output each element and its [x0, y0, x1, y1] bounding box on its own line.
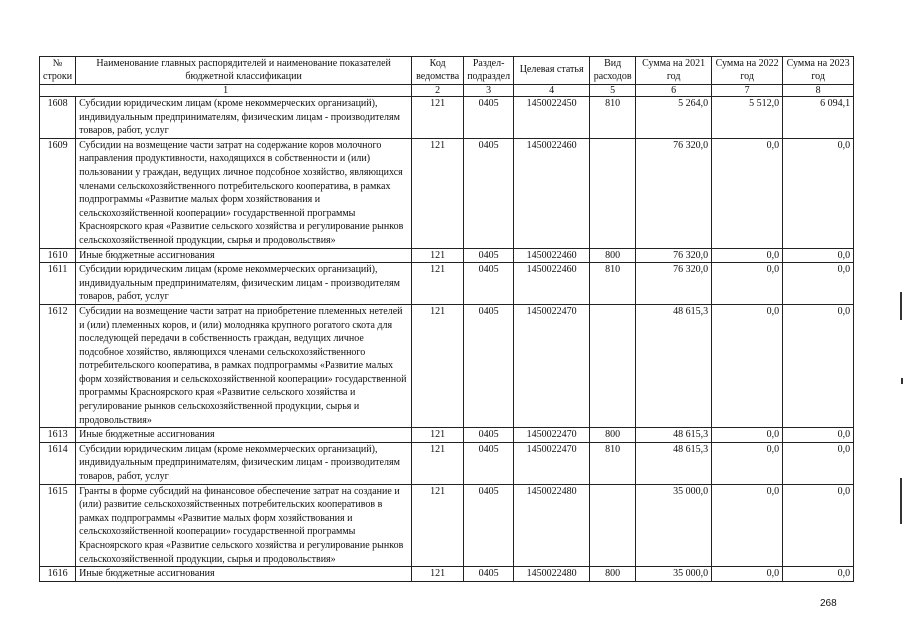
- row-expense-type: 810: [590, 97, 636, 139]
- row-sum-2022: 0,0: [712, 442, 783, 484]
- row-section-code: 0405: [464, 304, 514, 427]
- row-sum-2023: 6 094,1: [783, 97, 854, 139]
- row-expense-type: 800: [590, 248, 636, 263]
- row-sum-2021: 5 264,0: [636, 97, 712, 139]
- row-section-code: 0405: [464, 484, 514, 567]
- row-sum-2022: 0,0: [712, 484, 783, 567]
- page-number: 268: [820, 598, 837, 609]
- row-department-code: 121: [412, 138, 464, 248]
- row-target-code: 1450022480: [514, 484, 590, 567]
- header-name: Наименование главных распорядителей и наименование показателей бюджетной классификации: [76, 57, 412, 85]
- column-number: 1: [40, 85, 412, 97]
- row-number: 1616: [40, 567, 76, 582]
- row-sum-2021: 76 320,0: [636, 138, 712, 248]
- row-department-code: 121: [412, 304, 464, 427]
- row-sum-2023: 0,0: [783, 428, 854, 443]
- row-description: Иные бюджетные ассигнования: [76, 248, 412, 263]
- row-sum-2021: 48 615,3: [636, 442, 712, 484]
- row-description: Иные бюджетные ассигнования: [76, 428, 412, 443]
- header-target: Целевая статья: [514, 57, 590, 85]
- table-header-row: [40, 57, 854, 85]
- scan-edge-mark: [900, 478, 902, 524]
- row-sum-2023: 0,0: [783, 248, 854, 263]
- row-section-code: 0405: [464, 248, 514, 263]
- row-number: 1608: [40, 97, 76, 139]
- column-number-row: [40, 85, 854, 97]
- column-number: 4: [514, 85, 590, 97]
- row-section-code: 0405: [464, 567, 514, 582]
- row-description: Субсидии юридическим лицам (кроме некоммерческих организаций), индивидуальным предпринимателям, физическим лицам - производителям товаров, работ, услуг: [76, 97, 412, 139]
- row-sum-2022: 0,0: [712, 567, 783, 582]
- header-sum-2021: Сумма на 2021 год: [636, 57, 712, 85]
- budget-table: [39, 56, 854, 582]
- scan-edge-mark: [901, 378, 903, 384]
- row-sum-2023: 0,0: [783, 304, 854, 427]
- row-number: 1615: [40, 484, 76, 567]
- row-target-code: 1450022470: [514, 442, 590, 484]
- row-expense-type: 800: [590, 428, 636, 443]
- row-section-code: 0405: [464, 442, 514, 484]
- column-number: 8: [783, 85, 854, 97]
- table-row: [40, 442, 854, 484]
- row-expense-type: 810: [590, 442, 636, 484]
- row-description: Субсидии юридическим лицам (кроме некоммерческих организаций), индивидуальным предпринимателям, физическим лицам - производителям товаров, работ, услуг: [76, 442, 412, 484]
- row-section-code: 0405: [464, 263, 514, 305]
- row-sum-2023: 0,0: [783, 484, 854, 567]
- row-sum-2021: 35 000,0: [636, 484, 712, 567]
- row-section-code: 0405: [464, 97, 514, 139]
- row-department-code: 121: [412, 484, 464, 567]
- row-target-code: 1450022460: [514, 248, 590, 263]
- table-row: [40, 248, 854, 263]
- row-sum-2022: 0,0: [712, 263, 783, 305]
- row-expense-type: [590, 304, 636, 427]
- row-expense-type: 810: [590, 263, 636, 305]
- row-sum-2022: 0,0: [712, 428, 783, 443]
- row-sum-2023: 0,0: [783, 138, 854, 248]
- row-sum-2022: 0,0: [712, 304, 783, 427]
- row-sum-2023: 0,0: [783, 567, 854, 582]
- row-target-code: 1450022470: [514, 428, 590, 443]
- row-department-code: 121: [412, 97, 464, 139]
- table-row: [40, 263, 854, 305]
- table-row: [40, 567, 854, 582]
- table-row: [40, 138, 854, 248]
- row-target-code: 1450022460: [514, 263, 590, 305]
- header-sum-2022: Сумма на 2022 год: [712, 57, 783, 85]
- row-number: 1612: [40, 304, 76, 427]
- row-sum-2023: 0,0: [783, 442, 854, 484]
- row-description: Иные бюджетные ассигнования: [76, 567, 412, 582]
- row-target-code: 1450022460: [514, 138, 590, 248]
- row-sum-2022: 0,0: [712, 248, 783, 263]
- table-row: [40, 428, 854, 443]
- row-description: Гранты в форме субсидий на финансовое обеспечение затрат на создание и (или) развитие сельскохозяйственных потребительских кооперативов в рамках подпрограммы «Развитие малых форм хозяйствования и сельскохозяйственной кооперации» государственной программы Красноярского края «Развитие сельского хозяйства и регулирование рынков сельскохозяйственной продукции, сырья и продовольствия»: [76, 484, 412, 567]
- header-row-no: № строки: [40, 57, 76, 85]
- row-target-code: 1450022480: [514, 567, 590, 582]
- row-sum-2021: 48 615,3: [636, 304, 712, 427]
- table-row: [40, 97, 854, 139]
- row-sum-2021: 48 615,3: [636, 428, 712, 443]
- table-row: [40, 304, 854, 427]
- row-department-code: 121: [412, 263, 464, 305]
- header-section: Раздел-подраздел: [464, 57, 514, 85]
- row-expense-type: [590, 138, 636, 248]
- row-target-code: 1450022450: [514, 97, 590, 139]
- row-expense-type: 800: [590, 567, 636, 582]
- row-description: Субсидии юридическим лицам (кроме некоммерческих организаций), индивидуальным предпринимателям, физическим лицам - производителям товаров, работ, услуг: [76, 263, 412, 305]
- table-row: [40, 484, 854, 567]
- row-department-code: 121: [412, 567, 464, 582]
- column-number: 3: [464, 85, 514, 97]
- column-number: 6: [636, 85, 712, 97]
- row-sum-2022: 5 512,0: [712, 97, 783, 139]
- row-section-code: 0405: [464, 138, 514, 248]
- row-description: Субсидии на возмещение части затрат на приобретение племенных нетелей и (или) племенных коров, и (или) молодняка крупного рогатого скота для последующей передачи в собственность граждан, ведущих личное подсобное хозяйство, являющихся членами сельскохозяйственного потребительского кооператива, в рамках подпрограммы «Развитие малых форм хозяйствования и сельскохозяйственной кооперации» государственной программы Красноярского края «Развитие сельского хозяйства и регулирование рынков сельскохозяйственной продукции, сырья и продовольствия»: [76, 304, 412, 427]
- row-section-code: 0405: [464, 428, 514, 443]
- row-sum-2023: 0,0: [783, 263, 854, 305]
- row-sum-2021: 76 320,0: [636, 263, 712, 305]
- row-sum-2021: 35 000,0: [636, 567, 712, 582]
- row-expense-type: [590, 484, 636, 567]
- column-number: 5: [590, 85, 636, 97]
- column-number: 2: [412, 85, 464, 97]
- row-number: 1613: [40, 428, 76, 443]
- row-number: 1610: [40, 248, 76, 263]
- header-code: Код ведомства: [412, 57, 464, 85]
- scan-edge-mark: [900, 292, 902, 320]
- row-department-code: 121: [412, 428, 464, 443]
- row-number: 1611: [40, 263, 76, 305]
- row-target-code: 1450022470: [514, 304, 590, 427]
- row-department-code: 121: [412, 248, 464, 263]
- header-sum-2023: Сумма на 2023 год: [783, 57, 854, 85]
- row-department-code: 121: [412, 442, 464, 484]
- row-sum-2022: 0,0: [712, 138, 783, 248]
- row-sum-2021: 76 320,0: [636, 248, 712, 263]
- row-description: Субсидии на возмещение части затрат на содержание коров молочного направления продуктивности, находящихся в собственности и (или) пользовании у граждан, ведущих личное подсобное хозяйство, являющихся членами сельскохозяйственного потребительского кооператива, в рамках подпрограммы «Развитие малых форм хозяйствования и сельскохозяйственной кооперации» государственной программы Красноярского края «Развитие сельского хозяйства и регулирование рынков сельскохозяйственной продукции, сырья и продовольствия»: [76, 138, 412, 248]
- row-number: 1614: [40, 442, 76, 484]
- column-number: 7: [712, 85, 783, 97]
- header-type: Вид расходов: [590, 57, 636, 85]
- row-number: 1609: [40, 138, 76, 248]
